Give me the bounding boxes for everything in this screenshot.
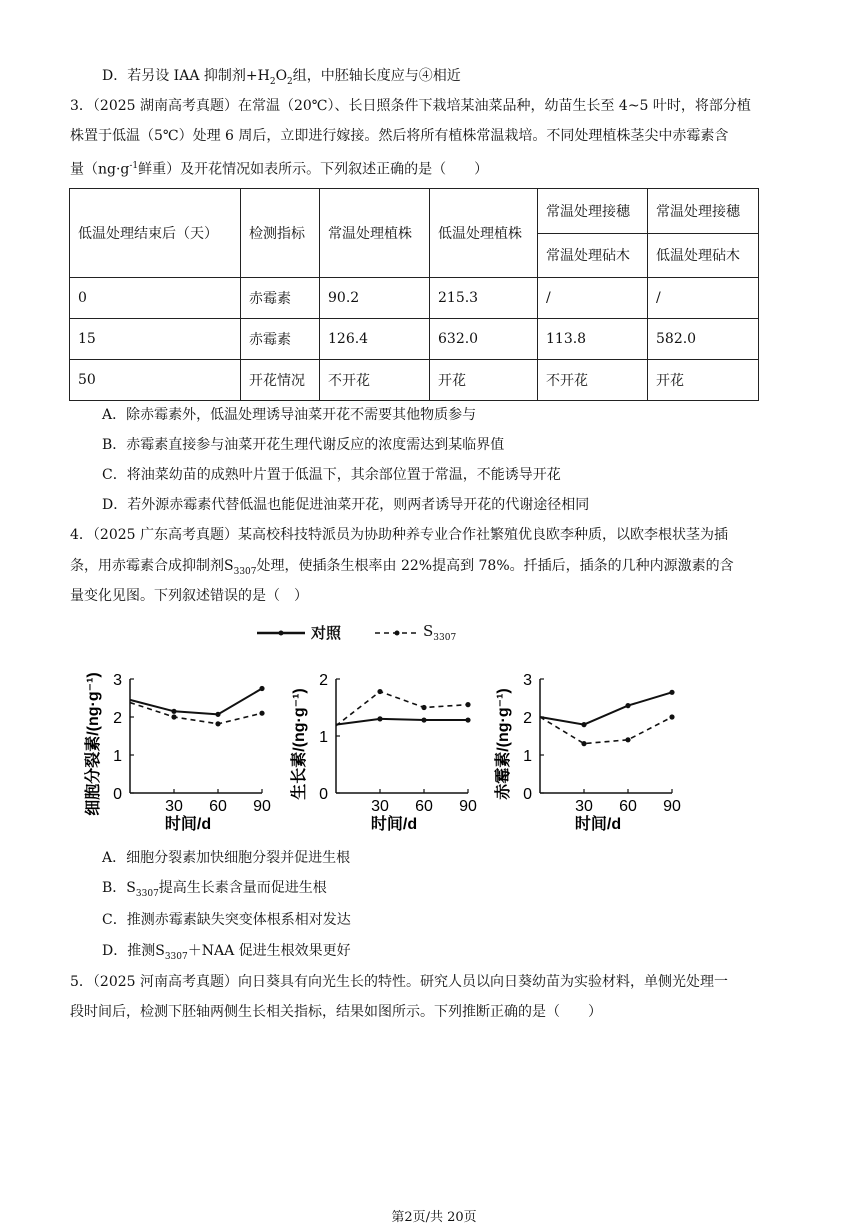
point-s3307 (465, 702, 470, 707)
y-tick-label: 2 (113, 710, 122, 727)
cell-low: 215.3 (430, 278, 538, 319)
q3-option-c: C．将油菜幼苗的成熟叶片置于低温下，其余部位置于常温，不能诱导开花 (102, 467, 561, 483)
x-tick-label: 60 (209, 798, 227, 815)
chart-auxin (286, 655, 486, 844)
y-tick-label: 2 (319, 672, 328, 689)
point-control (625, 703, 630, 708)
q3-data-table (69, 188, 759, 401)
cell-low: 开花 (430, 360, 538, 401)
x-axis-label: 时间/d (574, 816, 622, 833)
point-s3307 (171, 714, 176, 719)
point-s3307 (669, 714, 674, 719)
cell-graft1: 不开花 (538, 360, 648, 401)
legend-control-label: 对照 (311, 624, 342, 642)
y-axis-label: 细胞分裂素/(ng·g⁻¹) (85, 672, 102, 816)
cell-low: 632.0 (430, 319, 538, 360)
chart-gibberellin (490, 655, 690, 844)
point-control (421, 717, 426, 722)
x-tick-label: 90 (253, 798, 271, 815)
q3-option-a: A．除赤霉素外，低温处理诱导油菜开花不需要其他物质参与 (102, 407, 477, 423)
x-tick-label: 30 (371, 798, 389, 815)
th-graft1-stock: 常温处理砧木 (538, 233, 648, 278)
point-control (377, 716, 382, 721)
th-days: 低温处理结束后（天） (70, 189, 241, 278)
q5-stem-line-1: 5．（2025 河南高考真题）向日葵具有向光生长的特性。研究人员以向日葵幼苗为实验材料，单侧光处理一 (70, 974, 728, 990)
y-tick-label: 1 (319, 729, 328, 746)
q3-option-b: B．赤霉素直接参与油菜开花生理代谢反应的浓度需达到某临界值 (102, 437, 505, 453)
y-tick-label: 2 (523, 710, 532, 727)
point-control (259, 686, 264, 691)
y-tick-label: 1 (113, 748, 122, 765)
x-tick-label: 90 (459, 798, 477, 815)
series-control-line (130, 689, 262, 715)
q3-stem-line-1: 3．（2025 湖南高考真题）在常温（20℃）、长日照条件下栽培某油菜品种，幼苗生长至 4~5 叶时，将部分植 (70, 98, 751, 114)
point-control (669, 690, 674, 695)
cell-normal: 90.2 (320, 278, 430, 319)
q4-option-d: D．推测$S_{3307}+NAA$ 促进生根效果更好 (102, 943, 351, 962)
q4-option-c: C．推测赤霉素缺失突变体根系相对发达 (102, 912, 351, 928)
y-axis-label: 赤霉素/(ng·g⁻¹) (495, 688, 512, 800)
th-graft2-scion: 常温处理接穗 (648, 189, 759, 234)
q3-stem-line-2: 株置于低温（5℃）处理 6 周后，立即进行嫁接。然后将所有植株常温栽培。不同处理植株茎尖中赤霉素含 (70, 128, 729, 144)
q4-stem-line-3: 量变化见图。下列叙述错误的是（ ） (70, 588, 308, 604)
cell-graft2: 582.0 (648, 319, 759, 360)
y-tick-label: 0 (113, 786, 122, 803)
x-axis-label: 时间/d (164, 816, 212, 833)
table-row (70, 319, 759, 360)
x-tick-label: 60 (619, 798, 637, 815)
cell-normal: 不开花 (320, 360, 430, 401)
q4-stem-line-2: 条，用赤霉素合成抑制剂$S_{3307}$处理，使插条生根率由 22%提高到 78%。扦插后，插条的几种内源激素的含 (70, 558, 734, 577)
th-normal: 常温处理植株 (320, 189, 430, 278)
point-s3307 (421, 705, 426, 710)
cell-graft2: / (648, 278, 759, 319)
q5-stem-line-2: 段时间后，检测下胚轴两侧生长相关指标，结果如图所示。下列推断正确的是（ ） (70, 1004, 602, 1020)
point-s3307 (625, 737, 630, 742)
cell-normal: 126.4 (320, 319, 430, 360)
point-control (171, 709, 176, 714)
th-graft1-scion: 常温处理接穗 (538, 189, 648, 234)
cell-index: 赤霉素 (241, 319, 320, 360)
point-s3307 (215, 721, 220, 726)
y-tick-label: 0 (523, 786, 532, 803)
point-s3307 (259, 711, 264, 716)
x-tick-label: 90 (663, 798, 681, 815)
cell-graft1: / (538, 278, 648, 319)
cell-graft2: 开花 (648, 360, 759, 401)
cell-index: 赤霉素 (241, 278, 320, 319)
point-s3307 (377, 689, 382, 694)
page-footer: 第2页/共 20页 (391, 1210, 477, 1225)
y-tick-label: 0 (319, 786, 328, 803)
x-axis-label: 时间/d (370, 816, 418, 833)
y-tick-label: 1 (523, 748, 532, 765)
prev-option-d: D．若另设 IAA 抑制剂$+H_2O_2$组，中胚轴长度应与④相近 (102, 68, 461, 87)
chart-cytokinin (80, 655, 280, 844)
cell-day: 0 (70, 278, 241, 319)
point-control (215, 712, 220, 717)
x-tick-label: 60 (415, 798, 433, 815)
series-control-line (336, 719, 468, 725)
x-tick-label: 30 (165, 798, 183, 815)
table-row (70, 278, 759, 319)
th-low: 低温处理植株 (430, 189, 538, 278)
cell-day: 15 (70, 319, 241, 360)
th-graft2-stock: 低温处理砧木 (648, 233, 759, 278)
legend-control-swatch (255, 624, 307, 640)
x-tick-label: 30 (575, 798, 593, 815)
q4-stem-line-1: 4．（2025 广东高考真题）某高校科技特派员为协助种养专业合作社繁殖优良欧李种质，以欧李根状茎为插 (70, 527, 728, 543)
q3-option-d: D．若外源赤霉素代替低温也能促进油菜开花，则两者诱导开花的代谢途径相同 (102, 497, 590, 513)
q4-option-b: B．$S_{3307}$提高生长素含量而促进生根 (102, 880, 327, 899)
cell-index: 开花情况 (241, 360, 320, 401)
q3-stem-line-3: 量（$ng\cdot g^{-1}$鲜重）及开花情况如表所示。下列叙述正确的是（ ） (70, 161, 489, 178)
q4-option-a: A．细胞分裂素加快细胞分裂并促进生根 (102, 850, 351, 866)
cell-graft1: 113.8 (538, 319, 648, 360)
th-index: 检测指标 (241, 189, 320, 278)
legend-treat-swatch (373, 624, 421, 640)
y-axis-label: 生长素/(ng·g⁻¹) (291, 688, 308, 800)
series-control-line (540, 692, 672, 724)
y-tick-label: 3 (113, 672, 122, 689)
y-tick-label: 3 (523, 672, 532, 689)
cell-day: 50 (70, 360, 241, 401)
table-row (70, 360, 759, 401)
point-control (465, 717, 470, 722)
point-control (581, 722, 586, 727)
legend-treat-label: $S_{3307}$ (423, 622, 457, 643)
point-s3307 (581, 741, 586, 746)
